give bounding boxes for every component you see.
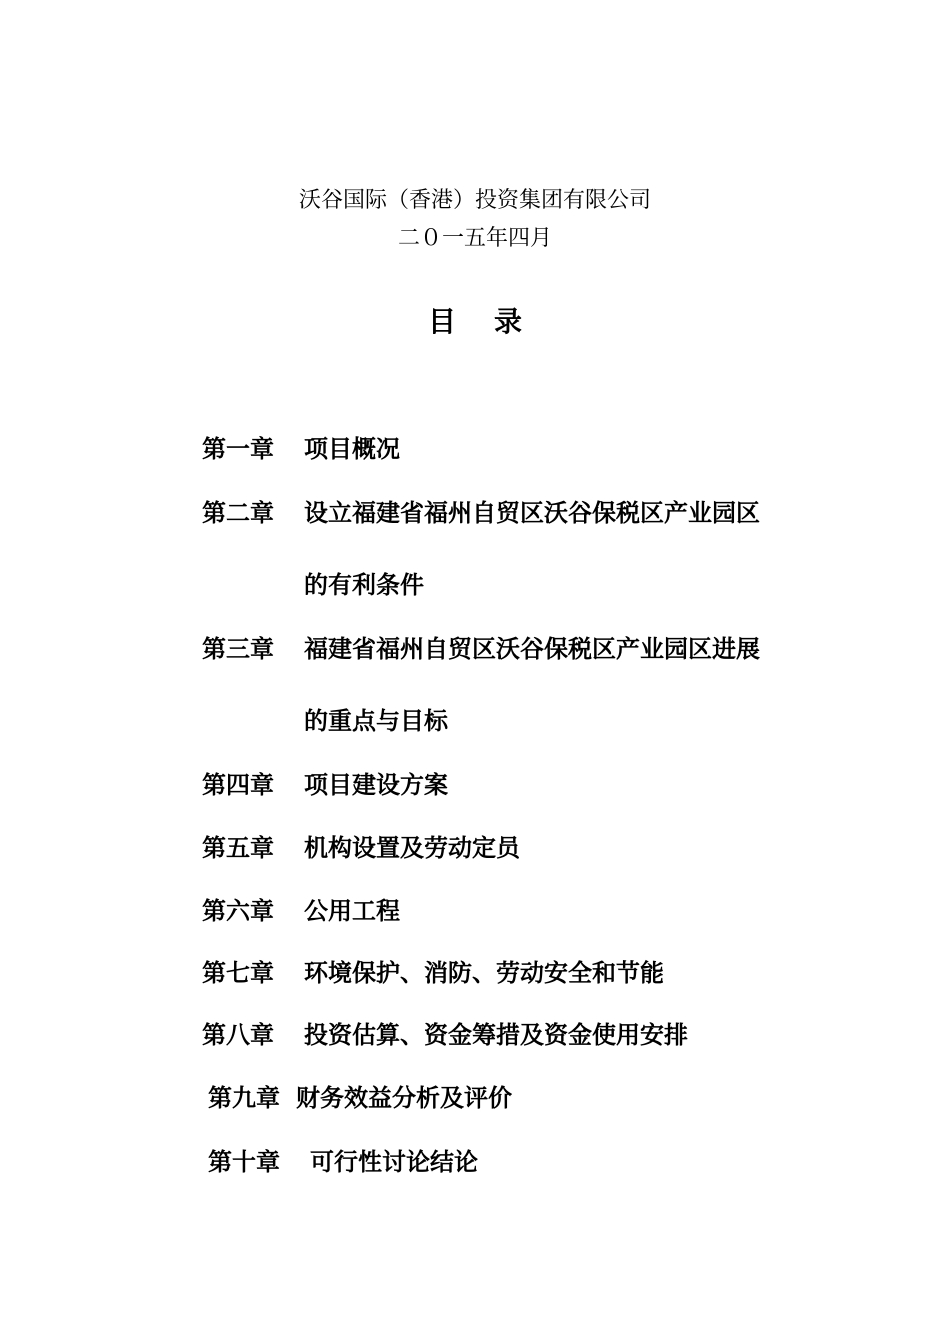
toc-chapter-5: 第五章 bbox=[202, 833, 274, 862]
toc-title-4: 项目建设方案 bbox=[304, 770, 448, 799]
toc-title-2-cont: 的有利条件 bbox=[304, 570, 424, 599]
company-name: 沃谷国际（香港）投资集团有限公司 bbox=[298, 188, 651, 213]
toc-chapter-4: 第四章 bbox=[202, 770, 274, 799]
toc-title-8: 投资估算、资金筹措及资金使用安排 bbox=[304, 1020, 688, 1049]
toc-title-7: 环境保护、消防、劳动安全和节能 bbox=[304, 958, 664, 987]
document-date: 二０一五年四月 bbox=[397, 226, 552, 251]
toc-title-char-1: 目 bbox=[427, 305, 456, 338]
toc-title bbox=[0, 302, 950, 342]
toc-title-char-2: 录 bbox=[494, 305, 523, 338]
toc-title-3-cont: 的重点与目标 bbox=[304, 706, 448, 735]
toc-title-5: 机构设置及劳动定员 bbox=[304, 833, 520, 862]
toc-chapter-2: 第二章 bbox=[202, 498, 274, 527]
toc-title-3: 福建省福州自贸区沃谷保税区产业园区进展 bbox=[304, 634, 760, 663]
toc-title-1: 项目概况 bbox=[304, 434, 400, 463]
toc-chapter-7: 第七章 bbox=[202, 958, 274, 987]
toc-chapter-10: 第十章 bbox=[208, 1147, 280, 1176]
toc-title-2: 设立福建省福州自贸区沃谷保税区产业园区 bbox=[304, 498, 760, 527]
toc-chapter-6: 第六章 bbox=[202, 896, 274, 925]
toc-chapter-3: 第三章 bbox=[202, 634, 274, 663]
toc-chapter-9: 第九章 bbox=[208, 1083, 280, 1112]
toc-title-9: 财务效益分析及评价 bbox=[296, 1083, 512, 1112]
toc-title-10: 可行性讨论结论 bbox=[310, 1147, 478, 1176]
toc-chapter-8: 第八章 bbox=[202, 1020, 274, 1049]
toc-chapter-1: 第一章 bbox=[202, 434, 274, 463]
toc-title-6: 公用工程 bbox=[304, 896, 400, 925]
